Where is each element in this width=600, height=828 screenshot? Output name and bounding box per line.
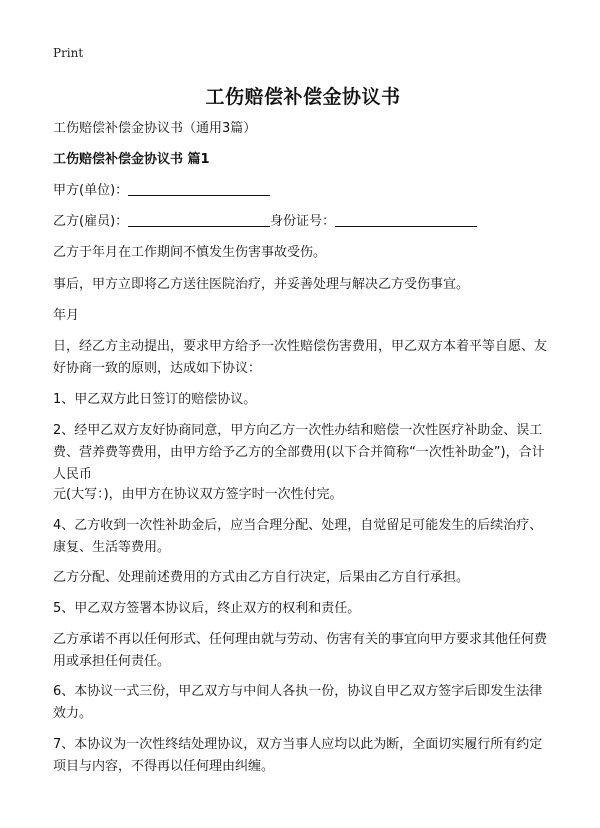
id-blank [335,212,477,227]
clause-6: 6、本协议一式三份，甲乙双方与中间人各执一份，协议自甲乙双方签字后即发生法律效力。 [53,684,543,721]
page-title: 工伤赔偿补偿金协议书 [205,86,401,108]
id-label: 身份证号： [270,214,336,229]
paragraph-date: 年月 [53,308,80,323]
party-b-label: 乙方(雇员)： [53,214,129,229]
document-subtitle: 工伤赔偿补偿金协议书（通用3篇） [53,121,257,136]
clause-5: 5、甲乙双方签署本协议后，终止双方的权利和责任。 [53,601,361,616]
paragraph-treatment: 事后，甲方立即将乙方送往医院治疗，并妥善处理与解决乙方受伤事宜。 [53,277,470,292]
clause-2: 2、经甲乙双方友好协商同意，甲方向乙方一次性办结和赔偿一次性医疗补助金、误工费、营养费等费用，由甲方给予乙方的全部费用(以下合并简称“一次性补助金”)，合计人民币 [53,423,545,482]
party-a-row [53,180,270,202]
clause-4-continued: 乙方分配、处理前述费用的方式由乙方自行决定，后果由乙方自行承担。 [53,570,470,585]
clause-4: 4、乙方收到一次性补助金后，应当合理分配、处理，自觉留足可能发生的后续治疗、康复、生活等费用。 [53,518,543,555]
party-a-blank [128,181,270,196]
clause-amount: 元(大写：)，由甲方在协议双方签字时一次性付完。 [53,487,343,502]
party-a-label: 甲方(单位)： [53,183,129,198]
paragraph-agreement-intro: 日，经乙方主动提出，要求甲方给予一次性赔偿伤害费用，甲乙双方本着平等自愿、友好协商一致的原则，达成如下协议： [53,339,548,376]
party-b-row [53,211,477,233]
section-heading: 工伤赔偿补偿金协议书 篇1 [53,152,210,167]
print-link[interactable]: Print [53,46,84,60]
clause-7: 7、本协议为一次性终结处理协议，双方当事人应均以此为断，全面切实履行所有约定项目与内容，不得再以任何理由纠缠。 [53,737,543,774]
paragraph-injury: 乙方于年月在工作期间不慎发生伤害事故受伤。 [53,245,327,260]
clause-5-continued: 乙方承诺不再以任何形式、任何理由就与劳动、伤害有关的事宜向甲方要求其他任何费用或承担任何责任。 [53,632,548,669]
party-b-blank [128,212,270,227]
clause-1: 1、甲乙双方此日签订的赔偿协议。 [53,392,257,407]
